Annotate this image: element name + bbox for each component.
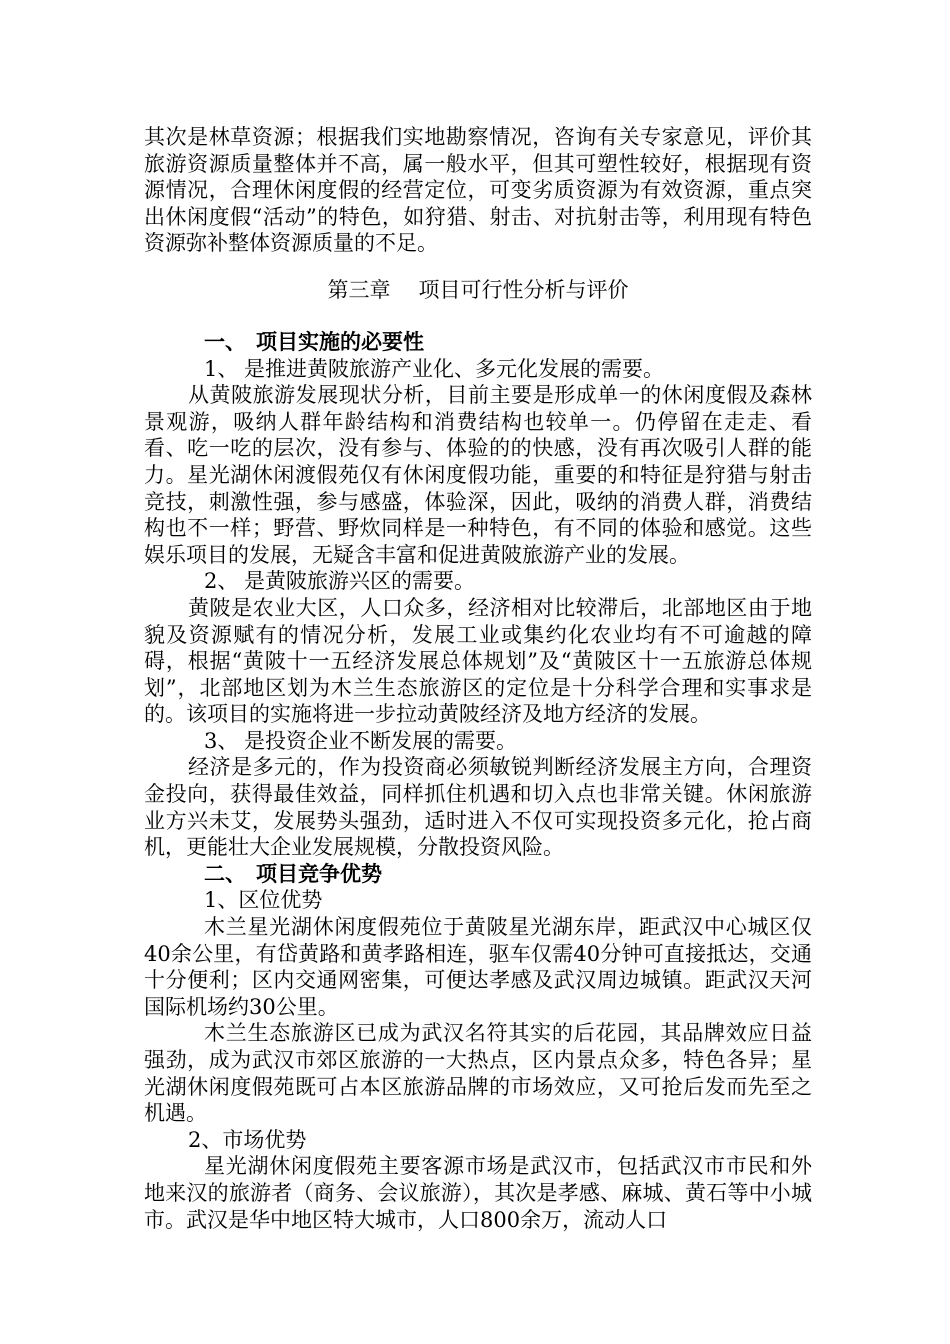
subsection-heading-1 <box>144 356 812 383</box>
subsection-heading-market: 2、市场优势 <box>188 1127 307 1152</box>
section-heading-necessity <box>144 329 812 356</box>
paragraph-location: 木兰星光湖休闲度假苑位于黄陂星光湖东岸，距武汉中心城区仅40余公里，有岱黄路和黄孝路相连，驱车仅需40分钟可直接抵达，交通十分便利；区内交通网密集，可便达孝感及武汉周边城镇。距武汉天河国际机场约30公里。 <box>144 915 812 1019</box>
paragraph-brand: 木兰生态旅游区已成为武汉名符其实的后花园，其品牌效应日益强劲，成为武汉市郊区旅游的一大热点，区内景点众多，特色各异；星光湖休闲度假苑既可占本区旅游品牌的市场效应，又可抢后发而先至之机遇。 <box>144 1021 812 1126</box>
section-heading-advantages <box>144 861 812 888</box>
paragraph-huangpi-region: 黄陂是农业大区，人口众多，经济相对比较滞后，北部地区由于地貌及资源赋有的情况分析，发展工业或集约化农业均有不可逾越的障碍，根据“黄陂十一五经济发展总体规划”及“黄陂区十一五旅游总体规划”，北部地区划为木兰生态旅游区的定位是十分科学合理和实事求是的。该项目的实施将进一步拉动黄陂经济及地方经济的发展。 <box>144 595 812 727</box>
section-title: 项目实施的必要性 <box>256 329 424 354</box>
subsection-heading-3 <box>144 728 812 755</box>
chapter-heading <box>144 277 812 303</box>
document-page <box>144 124 812 1233</box>
section-title: 项目竞争优势 <box>256 861 382 886</box>
subsection-number: 3、 <box>204 728 239 753</box>
subsection-title: 是黄陂旅游兴区的需要。 <box>244 569 475 594</box>
subsection-number: 2、 <box>204 569 239 594</box>
paragraph-market: 星光湖休闲度假苑主要客源市场是武汉市，包括武汉市市民和外地来汉的旅游者（商务、会议旅游），其次是孝感、麻城、黄石等中小城市。武汉是华中地区特大城市，人口800余万，流动人口 <box>144 1154 812 1232</box>
paragraph-investment: 经济是多元的，作为投资商必须敏锐判断经济发展主方向，合理资金投向，获得最佳效益，同样抓住机遇和切入点也非常关键。休闲旅游业方兴未艾，发展势头强劲，适时进入不仅可实现投资多元化，抢占商机，更能壮大企业发展规模，分散投资风险。 <box>144 755 812 860</box>
chapter-title: 项目可行性分析与评价 <box>418 277 629 302</box>
chapter-number: 第三章 <box>327 277 391 302</box>
subsection-heading-2 <box>144 568 812 595</box>
paragraph-tourism-status: 从黄陂旅游发展现状分析，目前主要是形成单一的休闲度假及森林景观游，吸纳人群年龄结构和消费结构也较单一。仍停留在走走、看看、吃一吃的层次，没有参与、体验的的快感，没有再次吸引人群的能力。星光湖休闲渡假苑仅有休闲度假功能，重要的和特征是狩猎与射击竞技，刺激性强，参与感盛，体验深，因此，吸纳的消费人群，消费结构也不一样；野营、野炊同样是一种特色，有不同的体验和感觉。这些娱乐项目的发展，无疑含丰富和促进黄陂旅游产业的发展。 <box>144 383 812 567</box>
subsection-number: 1、 <box>204 356 239 381</box>
section-number: 二、 <box>204 861 246 886</box>
subsection-heading-location: 1、区位优势 <box>204 888 323 913</box>
subsection-title: 是投资企业不断发展的需要。 <box>244 728 517 753</box>
paragraph-forest-resources: 其次是林草资源；根据我们实地勘察情况，咨询有关专家意见，评价其旅游资源质量整体并不高，属一般水平，但其可塑性较好，根据现有资源情况，合理休闲度假的经营定位，可变劣质资源为有效资源，重点突出休闲度假“活动”的特色，如狩猎、射击、对抗射击等，利用现有特色资源弥补整体资源质量的不足。 <box>144 125 812 256</box>
section-number: 一、 <box>204 329 246 354</box>
subsection-title: 是推进黄陂旅游产业化、多元化发展的需要。 <box>244 356 664 381</box>
